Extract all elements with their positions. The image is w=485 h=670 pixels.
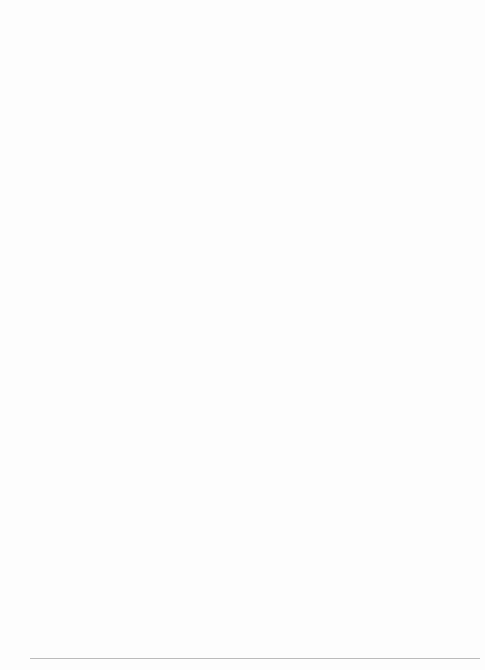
page-bottom-rule [30, 658, 480, 659]
